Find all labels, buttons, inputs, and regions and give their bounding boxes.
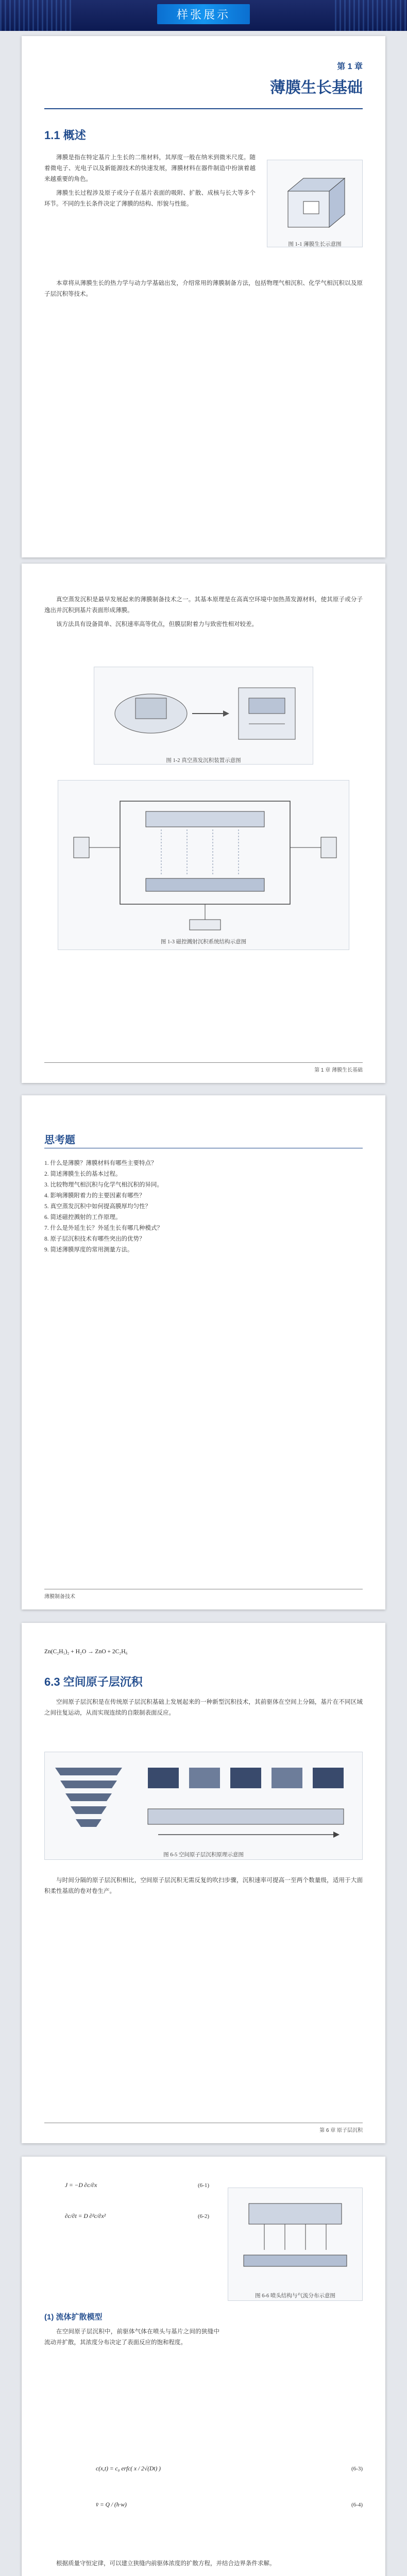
- reaction-equation: Zn(C₂H₅)₂ + H₂O → ZnO + 2C₂H₆: [44, 1649, 128, 1655]
- banner-decoration: [335, 0, 407, 31]
- page-evaporation: [22, 564, 385, 1083]
- question-list: [44, 1158, 353, 1256]
- subsection-title: (1) 流体扩散模型: [44, 2313, 103, 2321]
- paragraph: 本章将从薄膜生长的热力学与动力学基础出发，介绍常用的薄膜制备方法，包括物理气相沉积、化学气相沉积以及原子层沉积等技术。: [44, 280, 363, 297]
- chapter-title: 薄膜生长基础: [270, 79, 363, 96]
- exercises-title: 思考题: [44, 1134, 75, 1146]
- question-item: 3. 比较物理气相沉积与化学气相沉积的异同。: [44, 1182, 163, 1188]
- equation: c(x,t) = c₀ erfc( x / 2√(Dt) ): [96, 2466, 161, 2472]
- paragraph: 根据质量守恒定律，可以建立狭缝内前驱体浓度的扩散方程，并结合边界条件求解。: [56, 2561, 276, 2567]
- equation-number: (6-4): [351, 2502, 363, 2508]
- figure-showerhead: [228, 2188, 363, 2301]
- page-exercises: [22, 1095, 385, 1609]
- question-item: 4. 影响薄膜附着力的主要因素有哪些？: [44, 1193, 145, 1199]
- footer-rule: [44, 1062, 363, 1063]
- figure-sputtering-system: [58, 780, 349, 950]
- page-footer: 第 1 章 薄膜生长基础: [314, 1067, 363, 1073]
- figure-spatial-ald: [44, 1752, 363, 1860]
- figure-caption: 图 1-1 薄膜生长示意图: [288, 242, 342, 247]
- showerhead-diagram: [228, 2188, 363, 2289]
- spatial-ald-diagram: [45, 1752, 363, 1848]
- banner-title: 样张展示: [157, 4, 250, 24]
- paragraph: 真空蒸发沉积是最早发展起来的薄膜制备技术之一。其基本原理是在高真空环境中加热蒸发源材料，使其原子或分子逸出并沉积到基片表面形成薄膜。: [44, 597, 363, 614]
- question-item: 8. 原子层沉积技术有哪些突出的优势？: [44, 1236, 145, 1242]
- paragraph: 薄膜是指在特定基片上生长的二维材料，其厚度一般在纳米到微米尺度。随着微电子、光电子以及新能源技术的快速发展，薄膜材料在器件制造中扮演着越来越重要的角色。: [44, 155, 256, 182]
- figure-caption: 图 6-5 空间原子层沉积原理示意图: [163, 1852, 244, 1858]
- top-banner: [0, 0, 407, 31]
- chapter-divider: [44, 108, 363, 109]
- chapter-label: 第 1 章: [337, 62, 363, 71]
- sputtering-diagram: [58, 781, 350, 935]
- banner-decoration: [0, 0, 72, 31]
- figure-cube: [267, 160, 363, 247]
- equation: v̄ = Q / (h·w): [96, 2502, 127, 2508]
- paragraph: 空间原子层沉积是在传统原子层沉积基础上发展起来的一种新型沉积技术，其前驱体在空间上分隔，基片在不同区域之间往复运动，从而实现连续的自限制表面反应。: [44, 1699, 363, 1716]
- figure-caption: 图 1-2 真空蒸发沉积装置示意图: [166, 758, 241, 764]
- question-item: 2. 简述薄膜生长的基本过程。: [44, 1171, 122, 1177]
- paragraph: 与时间分隔的原子层沉积相比，空间原子层沉积无需反复的吹扫步骤，沉积速率可提高一至两个数量级，适用于大面积柔性基底的卷对卷生产。: [44, 1877, 363, 1894]
- equation-block: [44, 2182, 209, 2285]
- question-item: 6. 简述磁控溅射的工作原理。: [44, 1214, 122, 1221]
- equation: J = −D ∂c/∂x: [65, 2182, 97, 2189]
- equation-number: (6-1): [198, 2182, 209, 2189]
- page-diffusion-model: [22, 2157, 385, 2576]
- page-spatial-ald: [22, 1623, 385, 2143]
- paragraph: 在空间原子层沉积中，前驱体气体在喷头与基片之间的狭缝中流动并扩散，其浓度分布决定了表面反应的饱和程度。: [44, 2329, 219, 2346]
- figure-caption: 图 6-6 喷头结构与气流分布示意图: [255, 2293, 335, 2299]
- equation: ∂c/∂t = D ∂²c/∂x²: [65, 2213, 106, 2219]
- paragraph: 薄膜生长过程涉及原子或分子在基片表面的吸附、扩散、成核与长大等多个环节。不同的生长条件决定了薄膜的结构、形貌与性能。: [44, 190, 256, 207]
- figure-caption: 图 1-3 磁控溅射沉积系统结构示意图: [160, 939, 247, 945]
- equation-block: [44, 2466, 363, 2538]
- section-title: 1.1 概述: [44, 129, 86, 142]
- page-chapter-intro: [22, 36, 385, 557]
- page-footer: 第 6 章 原子层沉积: [319, 2128, 363, 2133]
- page-footer: 薄膜制备技术: [44, 1594, 75, 1600]
- question-item: 7. 什么是外延生长？外延生长有哪几种模式？: [44, 1225, 163, 1231]
- thin-film-diagram: [267, 160, 363, 238]
- evaporation-diagram: [94, 667, 314, 754]
- paragraph: 该方法具有设备简单、沉积速率高等优点，但膜层附着力与致密性相对较差。: [56, 621, 258, 628]
- section-title: 6.3 空间原子层沉积: [44, 1675, 143, 1688]
- question-item: 5. 真空蒸发沉积中如何提高膜厚均匀性？: [44, 1204, 151, 1210]
- question-item: 9. 简述薄膜厚度的常用测量方法。: [44, 1247, 133, 1253]
- equation-number: (6-3): [351, 2466, 363, 2472]
- question-item: 1. 什么是薄膜？薄膜材料有哪些主要特点？: [44, 1160, 157, 1166]
- figure-evaporation-apparatus: [94, 667, 313, 765]
- equation-number: (6-2): [198, 2213, 209, 2219]
